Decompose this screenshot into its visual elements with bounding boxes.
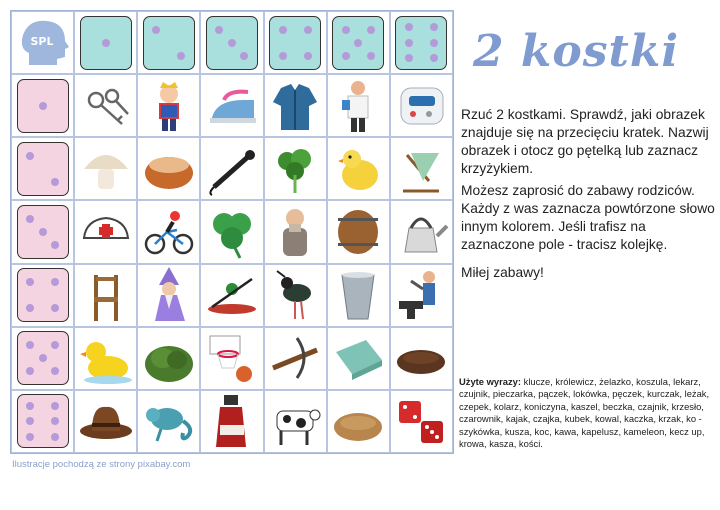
row-header-die <box>11 390 74 453</box>
used-words <box>459 376 717 450</box>
pip <box>430 39 438 47</box>
pip <box>26 304 34 312</box>
bush-icon[interactable] <box>141 330 197 386</box>
pip <box>51 341 59 349</box>
pip <box>152 26 160 34</box>
board-cell[interactable] <box>264 390 327 453</box>
board-cell[interactable] <box>137 327 200 390</box>
pip <box>26 367 34 375</box>
curling-iron-icon[interactable] <box>204 141 260 197</box>
board-cell[interactable] <box>137 137 200 200</box>
column-header-die <box>264 11 327 74</box>
board-cell[interactable] <box>264 200 327 263</box>
wizard-icon[interactable] <box>141 267 197 323</box>
board-cell[interactable] <box>200 74 263 137</box>
pip <box>26 402 34 410</box>
row-header-die <box>11 264 74 327</box>
die-3 <box>206 16 258 70</box>
prince-icon[interactable] <box>141 78 197 134</box>
board-cell[interactable] <box>390 200 453 263</box>
pip <box>26 278 34 286</box>
pip <box>51 402 59 410</box>
cup-icon[interactable] <box>330 267 386 323</box>
board-cell[interactable] <box>74 200 137 263</box>
column-header-die <box>200 11 263 74</box>
chair-icon[interactable] <box>78 267 134 323</box>
mushroom-icon[interactable] <box>78 141 134 197</box>
blanket-icon[interactable] <box>330 330 386 386</box>
pip <box>304 26 312 34</box>
donut-icon[interactable] <box>141 141 197 197</box>
pip <box>367 52 375 60</box>
chameleon-icon[interactable] <box>141 393 197 449</box>
board-cell[interactable] <box>390 137 453 200</box>
logo-text: SPL <box>30 34 54 48</box>
board-cell[interactable] <box>74 327 137 390</box>
pip <box>228 39 236 47</box>
die-4 <box>269 16 321 70</box>
blacksmith-icon[interactable] <box>393 267 449 323</box>
ketchup-icon[interactable] <box>204 393 260 449</box>
logo-cell <box>11 11 74 74</box>
board-cell[interactable] <box>327 137 390 200</box>
board-cell[interactable] <box>264 264 327 327</box>
pip <box>26 215 34 223</box>
pip <box>26 417 34 425</box>
pip <box>304 52 312 60</box>
die-1 <box>17 79 69 133</box>
deckchair-icon[interactable] <box>393 141 449 197</box>
clover-icon[interactable] <box>204 204 260 260</box>
shirt-icon[interactable] <box>267 78 323 134</box>
instruction-3: Miłej zabawy! <box>461 265 544 280</box>
head-silhouette-logo <box>15 15 71 71</box>
page-title: 2 kostki <box>473 26 680 77</box>
pip <box>279 26 287 34</box>
die-1 <box>80 16 132 70</box>
pip <box>39 354 47 362</box>
column-header-die <box>137 11 200 74</box>
pip <box>342 52 350 60</box>
board-cell[interactable] <box>74 137 137 200</box>
column-header-die <box>390 11 453 74</box>
board-cell[interactable] <box>327 327 390 390</box>
pip <box>51 304 59 312</box>
doctor-icon[interactable] <box>330 78 386 134</box>
kayak-icon[interactable] <box>204 267 260 323</box>
row-header-die <box>11 200 74 263</box>
die-5 <box>332 16 384 70</box>
die-5 <box>17 331 69 385</box>
parsley-icon[interactable] <box>267 141 323 197</box>
board-cell[interactable] <box>200 264 263 327</box>
die-6 <box>395 16 447 70</box>
column-header-die <box>327 11 390 74</box>
row-header-die <box>11 74 74 137</box>
image-credit: Ilustracje pochodzą ze strony pixabay.com <box>12 459 191 470</box>
used-words-label: Użyte wyrazy: <box>459 376 522 387</box>
pip <box>405 23 413 31</box>
board-cell[interactable] <box>74 264 137 327</box>
pip <box>51 278 59 286</box>
pip <box>26 341 34 349</box>
hat-icon[interactable] <box>78 393 134 449</box>
board-cell[interactable] <box>137 200 200 263</box>
pip <box>405 54 413 62</box>
pip <box>51 417 59 425</box>
board-cell[interactable] <box>137 264 200 327</box>
iron-icon[interactable] <box>204 78 260 134</box>
board-cell[interactable] <box>327 264 390 327</box>
pip <box>215 26 223 34</box>
board-cell[interactable] <box>390 327 453 390</box>
sensor-icon[interactable] <box>393 78 449 134</box>
pip <box>51 241 59 249</box>
pip <box>342 26 350 34</box>
board-cell[interactable] <box>74 390 137 453</box>
board-cell[interactable] <box>264 74 327 137</box>
pip <box>430 54 438 62</box>
board-cell[interactable] <box>137 74 200 137</box>
dice-icon[interactable] <box>393 393 449 449</box>
pip <box>279 52 287 60</box>
basketball-hoop-icon[interactable] <box>204 330 260 386</box>
pip <box>39 102 47 110</box>
pip <box>51 367 59 375</box>
die-4 <box>17 268 69 322</box>
pip <box>367 26 375 34</box>
board-cell[interactable] <box>137 390 200 453</box>
pip <box>51 433 59 441</box>
column-header-die <box>74 11 137 74</box>
die-2 <box>143 16 195 70</box>
keys-icon[interactable] <box>78 78 134 134</box>
board-cell[interactable] <box>200 137 263 200</box>
coffee-beans-icon[interactable] <box>393 330 449 386</box>
used-words-list: klucze, królewicz, żelazko, koszula, lekarz, czujnik, pieczarka, pączek, lokówka, pęczek, kurczak, leżak, czepek, kolarz, koniczyna, kaszel, beczka, czajnik, krzesło, czarownik, kajak, czajka, kubek, kowal, kaczka, krzak, ko - szykówka, kusza, koc, kawa, kapelusz, kameleon, kecz up, krowa, kasza, kości. <box>459 376 710 450</box>
pip <box>430 23 438 31</box>
cow-icon[interactable] <box>267 393 323 449</box>
board-cell[interactable] <box>74 74 137 137</box>
row-header-die <box>11 137 74 200</box>
nurse-cap-icon[interactable] <box>78 204 134 260</box>
pip <box>26 152 34 160</box>
board-cell[interactable] <box>327 200 390 263</box>
duck-icon[interactable] <box>78 330 134 386</box>
game-board <box>10 10 454 454</box>
board-cell[interactable] <box>390 74 453 137</box>
barrel-icon[interactable] <box>330 204 386 260</box>
die-6 <box>17 394 69 448</box>
pip <box>39 228 47 236</box>
instruction-1: Rzuć 2 kostkami. Sprawdź, jaki obrazek znajduje się na przecięciu kratek. Nazwij obrazek i otocz go pętelką lub zaznacz krzyżykiem. <box>461 107 709 176</box>
pip <box>51 178 59 186</box>
board-cell[interactable] <box>200 327 263 390</box>
board-cell[interactable] <box>390 264 453 327</box>
row-header-die <box>11 327 74 390</box>
board-cell[interactable] <box>390 390 453 453</box>
die-3 <box>17 205 69 259</box>
chicken-icon[interactable] <box>330 141 386 197</box>
board-cell[interactable] <box>200 390 263 453</box>
coughing-person-icon[interactable] <box>267 204 323 260</box>
board-cell[interactable] <box>264 137 327 200</box>
pip <box>102 39 110 47</box>
instruction-2: Możesz zaprosić do zabawy rodziców. Każdy z was zaznacza powtórzone słowo innym kolorem. Jeśli trafisz na zaznaczone pole - tracisz kolejkę. <box>461 183 715 252</box>
crossbow-icon[interactable] <box>267 330 323 386</box>
groats-icon[interactable] <box>330 393 386 449</box>
board-cell[interactable] <box>327 74 390 137</box>
pip <box>26 433 34 441</box>
pip <box>240 52 248 60</box>
pip <box>405 39 413 47</box>
board-cell[interactable] <box>200 200 263 263</box>
kettle-icon[interactable] <box>393 204 449 260</box>
instructions <box>461 106 716 286</box>
die-2 <box>17 142 69 196</box>
board-cell[interactable] <box>327 390 390 453</box>
pip <box>354 39 362 47</box>
cyclist-icon[interactable] <box>141 204 197 260</box>
lapwing-icon[interactable] <box>267 267 323 323</box>
pip <box>177 52 185 60</box>
board-cell[interactable] <box>264 327 327 390</box>
